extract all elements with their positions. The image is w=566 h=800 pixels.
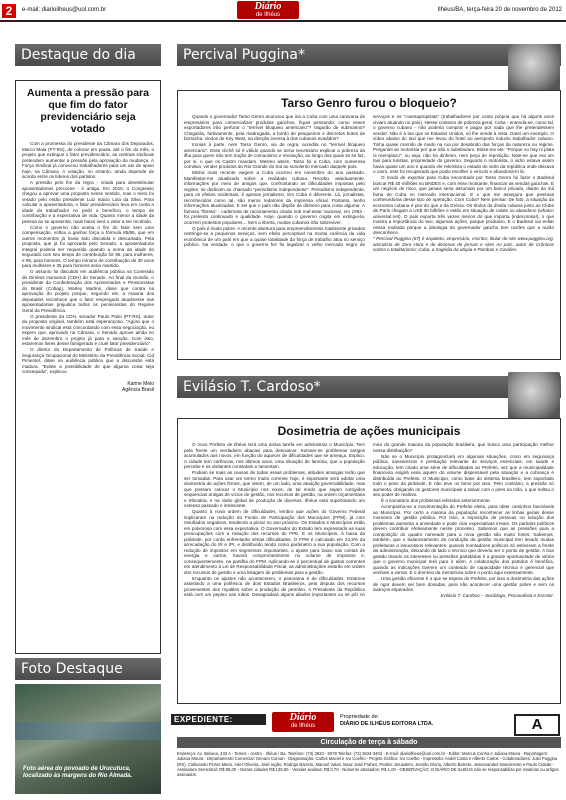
section-destaque: Destaque do dia (15, 44, 161, 66)
destaque-paragraph: Como o governo não aceita o fim do fator sem uma compensação, voltou a ganhar força a fórmula 85/95, que em outros momentos já havia sido discutida e descartada. Pela proposta, que já foi aprovada pelo Senado, a aposentadoria integral poderia ser requerida quando a soma da idade do segurado com seu tempo de contribuição for 85, para mulheres, e 95, para homens. O tempo mínimo de contribuição de 30 anos para mulheres e 35 para homens seria mantido. (22, 224, 154, 268)
author-photo-evilasio (508, 372, 560, 420)
owner-name: DIÁRIO DE ILHÉUS EDITORA LTDA. (340, 720, 434, 727)
percival-paragraph: Minha mais recente viagem a Cuba ocorreu em novembro do ano passado. Manifestar-me atualizado sobre a realidade cubana. Recebo, assiduamente, informações por meio de amigos que, confrontando as dificuldades impostas pelo regime, se dedicam ao chamado "periodismo independente". Periodismo independente, para os efeitos ocidentais, é apenas jornalismo. Em Cuba é diferente. Lá, jornalistas, reconhecidos como tal, são meros redatores da imprensa oficial. Portanto, tenho informações atualizadas. E sei que o país não dispõe de dinheiro para coisa alguma. A famosa "libreta" - caderneta de racionamento criada sob mal-estar nacional, em 1963 - foi prelerdo continuado e qualidade. Hoje, quando o governo cogita em extingui-la, ocorrem protestos populares... Sem a libreta, muitos cubanos irão sobreviver. (184, 170, 365, 225)
evilasio-paragraph: Quanto à nova ordem de dificuldades, lembro que ações do Governo Federal implicaram na redução do Fundo de Participação dos Municípios (FPM), já com resultados negativos, tendendo a piorar no ano próximo. Os Estados e Municípios estão em polvorosa com essa expectativa. O Governador do Estado tem expressado as suas preocupações com a redução dos recursos do FPE. E os Municípios, à baixa da pirâmide, por conta enfrentarão sérias dificuldades. O FPM é calculado em 22,5% da arrecadação do IR e IPI, e distribuído tendo como parâmetro a sua população. Com a redução de impostos em segmentos importantes, o ajuste para baixo nas contas de energia e outros, haverá comprometimento no volume de impostos e, consequentemente, na partilha do FPM. Aplicando-se o percentual de gastos correntes em atendimento à Lei de Responsabilidade Fiscal, as administrações estarão em ordem dos recursos de gestão e uma listagem de problemas para a gestão. (184, 509, 365, 575)
expediente-label: EXPEDIENTE: (171, 714, 266, 725)
river-shape (15, 722, 161, 740)
destaque-paragraph: Com a promessa do presidente da Câmara dos Deputados, Marco Maia (PT-RS), de colocar em pauta, até o fim do mês, o projeto que extingue o fator previdenciário, as centrais sindicais pretendem aumentar a pressão pela aprovação da mudança. A Força Sindical já convocou trabalhadores para um ato de apoio hoje, na Câmara. A votação, no entanto, ainda depende de acordo entre os líderes dos partidos. (22, 141, 154, 179)
photo-caption: Foto aérea do povoado de Urucutuca, localizado às margens do Rio Almada. (23, 766, 133, 779)
logo-sub: de Ilhéus (255, 12, 281, 18)
destaque-paragraph: O diretor do Departamento de Políticas de Saúde e Segurança Ocupacional do Ministério da Previdência Social, Cid Pimentel, disse na audiência pública que a discussão está madura. "Existe a possibilidade de que alguma coisa seja consequida", explicou. (22, 347, 154, 374)
destaque-paragraph: O presidente da CDH, senador Paulo Paim (PT-RS), autor da proposta original, também está esperançoso. "Agora que o movimento sindical está concordando com essa negociação, eu espero que, aprovado na Câmara, o Senado aprove ainda no mês de dezembro o projeto já para a sanção. Com isso, estaremos livres desse famigerado e cruel fator previdenciário". (22, 313, 154, 346)
aerial-photo (15, 684, 161, 794)
evilasio-body (184, 442, 554, 599)
header-rule (0, 20, 566, 22)
section-evilasio: Evilásio T. Cardoso* (177, 376, 561, 398)
evilasio-paragraph: Uma gestão eficiente é o que se espera do Prefeito, por isso a dosimetria das ações de rigor devem ser bem dosadas, para não acontecer uma gestão pobre e sem os avanços esperados. (373, 576, 554, 592)
percival-body (184, 114, 554, 253)
evilasio-article (177, 418, 561, 704)
evilasio-paragraph: Enquanto os ajustes não acontecerem, o panorama é de dificuldades. Estamos assistindo a uma polêmica de dois Estados Brasileiros, pela disputa dos recursos provenientes dos royalties sobre a produção de petróleo. A Presidente da República está com um pepino nas mãos. Desagradará alguns aliados importantes ou se pôr no mira do grande maioria da população brasileira, que busca uma participação melhor nessa distribuição? (184, 442, 554, 597)
owner-label: Propriedade de: (340, 714, 380, 720)
destaque-headline: Aumenta a pressão para que fim do fator previdenciário seja votado (27, 87, 149, 135)
percival-article (177, 90, 561, 360)
evilasio-paragraph: Acompanha-se a movimentação do Prefeito eleito, para obter caminhos favoráveis ao Município. Por certo a maioria da população reconhecer as linhas gerais desse momento de gestão pública. Por isso, a imposição de pessoas na solução dos problemas aumenta a ansiedade e pode criar expectativas irreais. Os partidos políticos devem contribuir efetivamente nesse processo. Sabemos que as pressões para a composição do quadro nomeado para a nova gestão são muito fortes. Sabemos, também, que o balanceamento da condução da gestão municipal tem levado muitas prefeituras a insucessos relevantes, quando montadores políticos só estiveram a frente da administração, deixando de lado o técnico que deveria ser o ponto de gestão. A boa gestão tirando os interesses ou pressões partidárias é a grande oportunidade de vitória que o governo municipal terá para ir além. A colaboração dos partidos é benéfica, quando as indicações tiverem um conteúdo de capacidade técnica e gerencial que venham a somar. E o domínio da mentorosa sobre o ponto aqui extensamente. (373, 504, 554, 575)
destaque-signature (22, 381, 154, 393)
expediente-badge: A (514, 714, 560, 736)
expediente-logo-main: Diário (289, 712, 317, 723)
author-photo-percival (508, 44, 560, 92)
destaque-body (22, 141, 154, 375)
section-percival: Percival Puggina* (177, 44, 561, 66)
destaque-article (15, 80, 161, 654)
evilasio-paragraph: O novo Prefeito de Ilhéus terá uma árdua tarefa em administrar o Município. Tem pela frente um verdadeiro abacaxi para descascar. Somam-se problemas antigos acumulados aos novos, em função do aquecer de dificuldades que se ameaça. Explico. A cidade tem carências, nos últimos anos, uma situação de lamúria, que a população percebe e os visitantes constatam e lamentam. (184, 442, 365, 469)
percival-paragraph: O modo de exportar para Cuba encontrado por Tarso Genro foi fazer o Badesul buscar R$ 40 milhões no BNDES e, com esse montante, financiar as vendas gaúchas. E um negócio de risco, que jamais seria assumido por um banco privado, diante da má fama de Cuba no mercado internacional. E o que me assegura que pessoas conhecedoras desse tipo de operação. Com Cuba? Nem pensar. De fato, a situação da economia cubana é pior do que a da Grécia. Os títulos da dívida cubana junto ao Clube de Paris chegam a US$ 30 bilhões e estão em situação de calote ou abandono (whatcn universal.net). O país exporta três vezes menos do que importa (indecorosa!), o que mostra a importância do seu, algumas ações, parque produtivo. E o Badesul vai enfiar nessa roubada porque a ideologia do governador gaúcho tem razões que a razão desconhece. (373, 175, 554, 235)
percival-paragraph: Ironias à parte, nem Tarso Genro, via de regra, acredita no "terrível bloqueio americano". Esse clichê só é válido quando se torna necessário explicar a pobreza da ilha para quem não tem noção de comunismo e revolução, ao longo dos quais só se faz, por si, o que os Castro mandam. Mesmo assim, Tarso foi a Cuba, com numerosa comitiva, vender produtos do Rio Grande do Sul ao sonolento mercado daquele país. (184, 142, 365, 169)
section-foto: Foto Destaque (15, 658, 161, 680)
expediente-logo-sub: de Ilhéus (290, 723, 316, 729)
expediente-logo (272, 712, 334, 732)
percival-bio: * Percival Puggina (67) é arquiteto, empresário, escritor, titular do site www.puggina.org, articulista de Zero Hora e de dezenas de jornais e sites no país, autor de Crônicas contra o totalitarismo; Cuba, a tragédia da utopia e Pombas e Gaviões. (373, 236, 554, 252)
signature-agency: Agência Brasil (122, 386, 154, 393)
evilasio-paragraph: Podiam se mais as causas de todas essas problemas, atitudes amargas terão que ser tomadas. Para usar um termo muito corrente hoje, é importante será adotar uma dosimetria de ações firmes, que visem, de um lado, uma atuação governabilidade, mas que possam colocar o Município nos eixos, de tal modo que sejam corrigidos seqüencias antigas de vícios de gestão, nos recursos de gestão, na ordem orçamentária e tributária, e na visão global de produção de diversos. Ilhéus está superlotando um extenso passado e irrelevante. (184, 470, 365, 508)
destaque-paragraph: A pressão pelo fim da regra - criada para desestimular aposentadorias precoces - é antiga. Em 2010, o Congresso chegou a aprovar uma proposta nesse sentido, mas o texto foi vetado pelo então presidente Luiz Inácio Lula da Silva. Para calcular a aposentadoria, o fator previdenciário leva em conta a idade do trabalhador no pedir o benefício, o tempo de contribuição e a expectativa de vida. Quanto menor a idade da pessoa ao se aposentar, mais baixo será o valor a ser recebido. (22, 180, 154, 224)
destaque-paragraph: O assunto foi discutido em audiência pública na Comissão de Direitos Humanos (CDH) do Senado. Ao final da reunião, o presidente da Confederação dos Aposentados e Pensionistas do Brasil (Cobap), Warley Martins, disse que contra na aprovação do projeto porque, segundo ele, a maioria dos deputados reconhece que o fator empregado atualmente nas aposentadorias prejudica todos os pensionistas do Regime Geral da Previdência. (22, 269, 154, 313)
evilasio-paragraph: Não se o Município protagonizará em algumas situações, como em segurança pública, saneamento e prestação relevante de serviços essenciais, em saúde e educação, tem criado uma série de dificuldades ao Prefeito, vez que a municipalidade financeira exigirá essa aquém do volume dispensável pela situação e a cobrança é distribuída ao Prefeito. O Município, como base do sistema brasileiro, tem suportado todo o peso da pirâmide. E não teve os bens por isso. Pelo contrário, a pressão só aumenta, obrigando os gestores municipais a salvar com o pires na mão, o que soltou o seu poder de realizar. (373, 453, 554, 497)
header-email: e-mail: diarioilheus@uol.com.br (22, 7, 107, 13)
dateline: Ilhéus/BA, terça-feira 20 de novembro de 2012 (437, 7, 562, 13)
evilasio-headline: Dosimetria de ações municipais (277, 424, 461, 438)
evilasio-paragraph: É o somatório dos problemas referidos anteriormente. (381, 498, 491, 503)
circulation-bar: Circulação de terça à sábado (177, 737, 561, 748)
page-number: 2 (2, 4, 16, 18)
expediente-text: Endereço: Av. Itabuna, 433 A - Temos - centro - Ilhéus / Ba. Telefone: (73) 3633 - 5078 Telefax: (73) 3634-3404 - E-mail: diarioilheus@uol.com.br - Editor: Marcus Cunha e Juliana Moura - Repórtagem: Juliana Moura - Departamento Comercial: Genaro Cuman - Diagramação: Carlos Maciel e Ivo Coelho - Projeto Gráfico: Ivo Coelho - Impressão: Andel Costa e Alberto Carlos - Colaboradores: Julio Puggina (RS), Cultivando Flores Mano, Ader Oliveira, José Iegão, Rodrigo Barreto, Manoel Valuti, Isaac José Frahes, Pedrini Jerusalem, Jervião Gloria, Alberto Barreto, Jesusnandes Nascimento e Paulo Cidade - Assinatura Semestral: R$ 85,00 - Outras cidades R$ 135,00 - Vendas avulsas: R$ 0,70 - Números atrasados: R$ 1,00 - OBSERVAÇÃO: O DIÁRIO DE ILHÉUS não se responsabiliza por matérias ou artigos assinados. (177, 751, 559, 778)
masthead-logo (237, 1, 299, 19)
percival-paragraph: Quando o governador Tarso Genro anunciou que iria a Cuba com uma caravana de empresários para comercializar produtos gaúchos, fiquei pensando: como esses exportadores irão perfurar o "terrível bloqueio americano"? Vagarão de submarino? Chegarão, furtivamente, pela madrugada, a bordo de pesqueiros e discretos botes de borracha, vindos de Key West, na direção inversa à dos cubanos evadidos? (184, 114, 365, 141)
evilasio-bio: Evilásio T. Cardoso – Sociólogo, Psicanalista e Escritor. (440, 593, 554, 598)
logo-main: Diário (254, 1, 282, 12)
percival-headline: Tarso Genro furou o bloqueio? (281, 96, 457, 110)
percival-paragraph: O país é muito pobre. A recente abertura para empreendimentos totalmente privados restringe-se a pequenos serviços, sem efeito perceptível na monta carência da vida econômica de um país em que a quase totalidade da força de trabalho atua no serviço público. Na verdade, o que o governo fez foi legalizar o velho mercado negro de serviços e os "cuentapropistas" (trabalhadores por conta própria que há alguns anos viviam atuando no país). Nesse contexto de pobreza geral, Cuba - entenda-se, como tal, o governo cubano - não poderia comprar e pagar por nada que lhe pretendessem vender. Não é à toa que os Estados Unidos, só lhe vende à vista. Darei um exemplo. O vídeo abaixo do taxi que me levou do hotel ao aeroporto induziu trabalhador cubano. Tinha quase morrido de medo na rua por desabrido das forças da natureza ou regime. Perguntei ao motorista por que não o substituíam. Disse-me ele: "Porque no hay ni plata ni reemplazo", ou seja, não há dinheiro, nem peça de reposição. Note-se que era um taxi para turistas, propriedade do governo. Segundo o motorista, o vidro estava assim havia quase um ano e quando ele relembra o estado do vidro da república onde deixava o carro, este foi recuperado que podia recolher o veículo e abandoná-lo lá. (184, 114, 554, 247)
signature-author: Karine Melo (127, 380, 154, 387)
expediente-owner (340, 714, 510, 727)
